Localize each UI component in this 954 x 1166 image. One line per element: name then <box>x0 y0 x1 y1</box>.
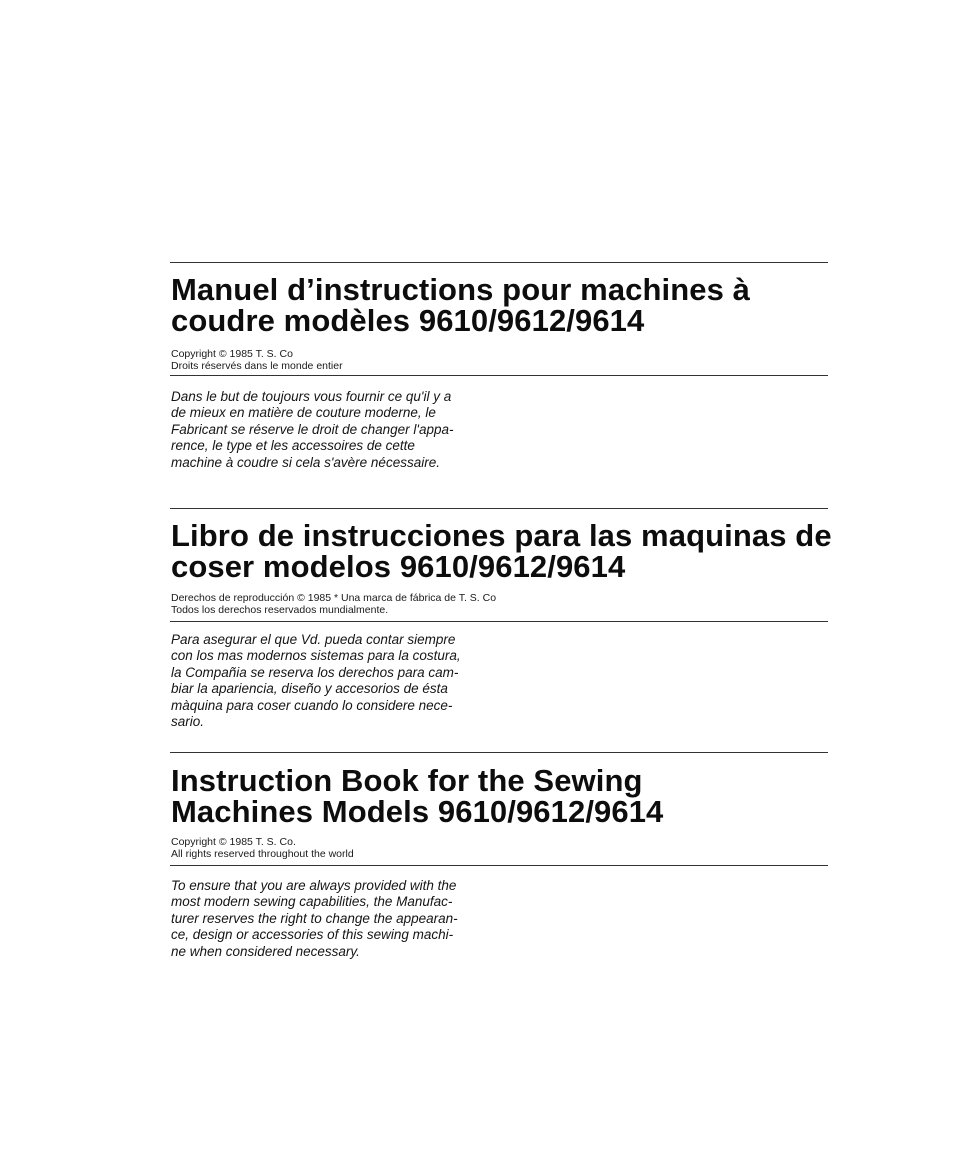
copyright-notice <box>171 836 354 860</box>
title-line: Libro de instrucciones para las maquinas de <box>171 518 832 553</box>
notice-line: rence, le type et les accessoires de cette <box>171 438 415 454</box>
copyright-line: Derechos de reproducción © 1985 * Una marca de fábrica de T. S. Co <box>171 592 497 604</box>
notice-line: To ensure that you are always provided with the <box>171 878 457 893</box>
copyright-line: Copyright © 1985 T. S. Co <box>171 348 293 360</box>
modification-notice <box>171 632 461 730</box>
rights-line: All rights reserved throughout the world <box>171 848 354 860</box>
modification-notice <box>171 878 458 960</box>
title-line: Machines Models 9610/9612/9614 <box>171 794 664 829</box>
top-rule <box>170 508 828 509</box>
divider-rule <box>170 621 828 622</box>
top-rule <box>170 262 828 263</box>
modification-notice <box>171 389 453 471</box>
title-line: Manuel d’instructions pour machines à <box>171 272 751 307</box>
rights-line: Todos los derechos reservados mundialmente. <box>171 604 389 616</box>
notice-line: ne when considered necessary. <box>171 943 360 959</box>
title-line: coudre modèles 9610/9612/9614 <box>171 303 645 338</box>
divider-rule <box>170 865 828 866</box>
notice-line: Fabricant se réserve le droit de changer l'appa- <box>171 421 454 437</box>
notice-line: la Compañia se reserva los derechos para cam- <box>171 664 459 680</box>
notice-line: con los mas modernos sistemas para la costura, <box>171 648 461 664</box>
notice-line: machine à coudre si cela s'avère nécessaire. <box>171 454 440 470</box>
notice-line: most modern sewing capabilities, the Manufac- <box>171 894 453 910</box>
notice-line: màquina para coser cuando lo considere nece- <box>171 697 453 713</box>
notice-line: de mieux en matière de couture moderne, le <box>171 405 436 421</box>
notice-line: Dans le but de toujours vous fournir ce qu'il y a <box>171 389 452 404</box>
copyright-notice <box>171 348 343 372</box>
section-title <box>171 274 750 336</box>
title-line: coser modelos 9610/9612/9614 <box>171 549 626 584</box>
notice-line: Para asegurar el que Vd. pueda contar siempre <box>171 632 456 647</box>
section-title <box>171 520 832 582</box>
rights-line: Droits réservés dans le monde entier <box>171 360 343 372</box>
copyright-notice <box>171 592 496 616</box>
top-rule <box>170 752 828 753</box>
section-title <box>171 765 663 827</box>
divider-rule <box>170 375 828 376</box>
title-line: Instruction Book for the Sewing <box>171 763 643 798</box>
notice-line: turer reserves the right to change the appearan- <box>171 910 458 926</box>
notice-line: sario. <box>171 714 205 730</box>
copyright-line: Copyright © 1985 T. S. Co. <box>171 836 296 848</box>
notice-line: biar la apariencia, diseño y accesorios de ésta <box>171 681 448 697</box>
notice-line: ce, design or accessories of this sewing machi- <box>171 927 454 943</box>
